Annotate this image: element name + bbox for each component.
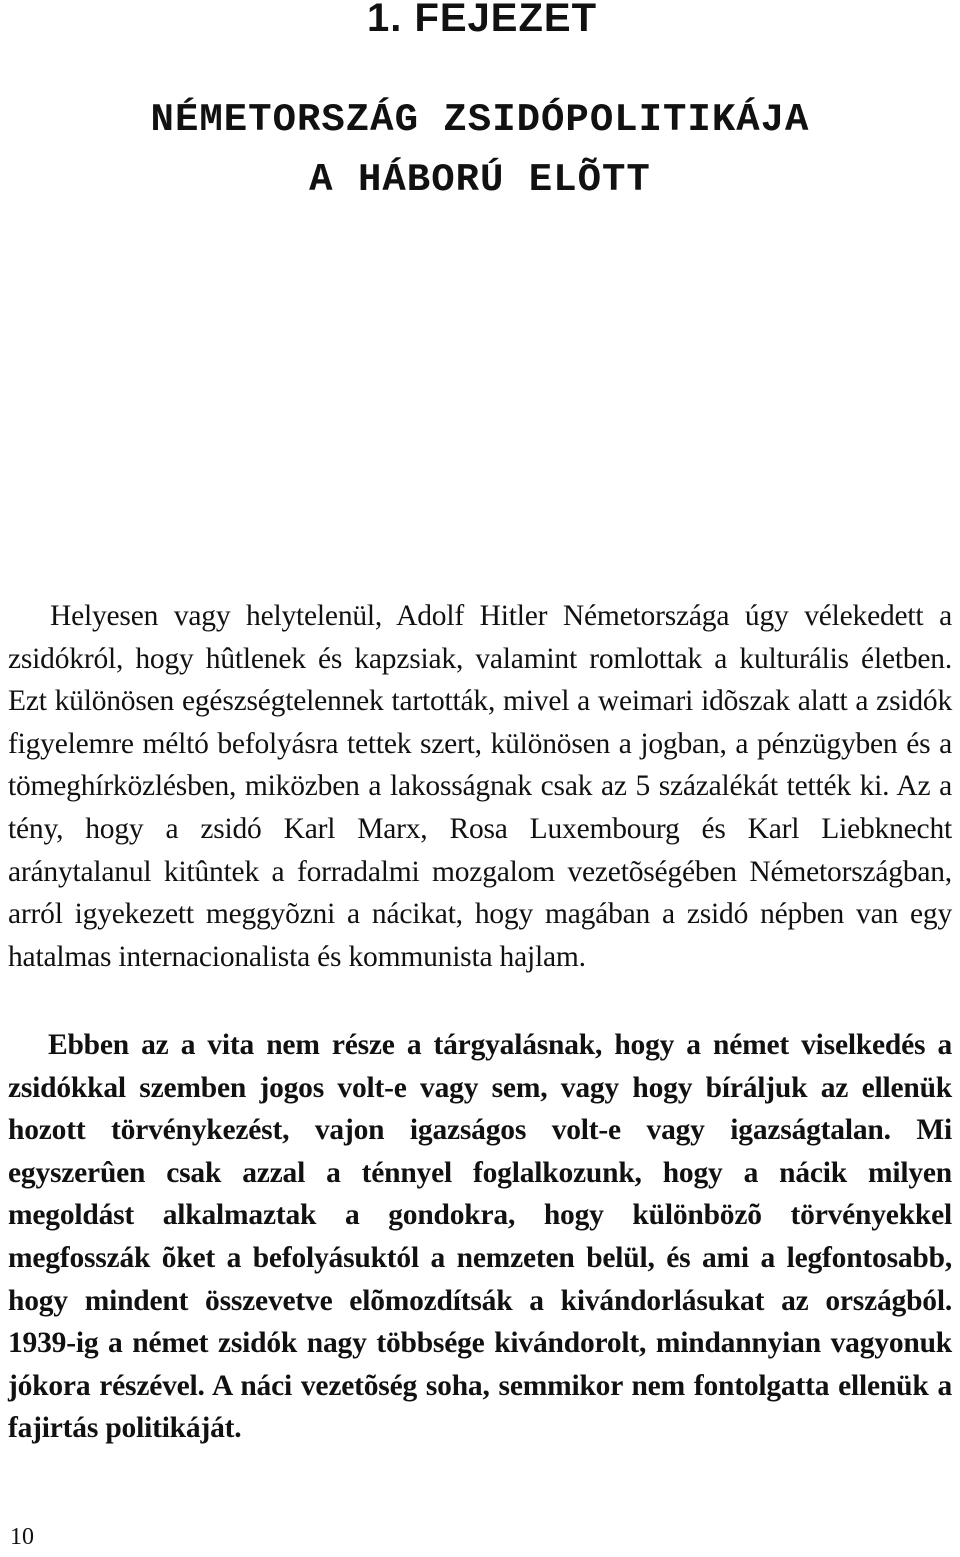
page-number: 10 bbox=[10, 1524, 34, 1550]
chapter-title-line-2: A HÁBORÚ ELÕTT bbox=[309, 158, 651, 202]
chapter-heading: 1. FEJEZET bbox=[366, 0, 598, 40]
chapter-title-line-1: NÉMETORSZÁG ZSIDÓPOLITIKÁJA bbox=[150, 98, 810, 142]
chapter-title bbox=[0, 90, 960, 210]
body-paragraph-2-bold: Ebben az a vita nem része a tárgyalásnak, hogy a német viselkedés a zsidókkal szemben jogos volt-e vagy sem, vagy hogy bíráljuk az ellenük hozott törvénykezést, vajon igazságos volt-e vagy igazságtalan. Mi egyszerûen csak azzal a ténnyel foglalkozunk, hogy a nácik milyen megoldást alkalmaztak a gondokra, hogy különbözõ törvényekkel megfosszák õket a befolyásuktól a nemzeten belül, és ami a legfontosabb, hogy mindent összevetve elõmozdítsák a kivándorlásukat az országból. 1939-ig a német zsidók nagy többsége kivándorolt, mindannyian vagyonuk jókora részével. A náci vezetõség soha, semmikor nem fontolgatta ellenük a fajirtás politikáját. bbox=[8, 1029, 952, 1445]
body-paragraph-1: Helyesen vagy helytelenül, Adolf Hitler Németországa úgy vélekedett a zsidókról, hogy hûtlenek és kapzsiak, valamint romlottak a kulturális életben. Ezt különösen egészségtelennek tartották, mivel a weimari idõszak alatt a zsidók figyelemre méltó befolyásra tettek szert, különösen a jogban, a pénzügyben és a tömeghírközlésben, miközben a lakosságnak csak az 5 százalékát tették ki. Az a tény, hogy a zsidó Karl Marx, Rosa Luxembourg és Karl Liebknecht aránytalanul kitûntek a forradalmi mozgalom vezetõségében Németországban, arról igyekezett meggyõzni a nácikat, hogy magában a zsidó népben van egy hatalmas internacionalista és kommunista hajlam. bbox=[8, 600, 952, 973]
